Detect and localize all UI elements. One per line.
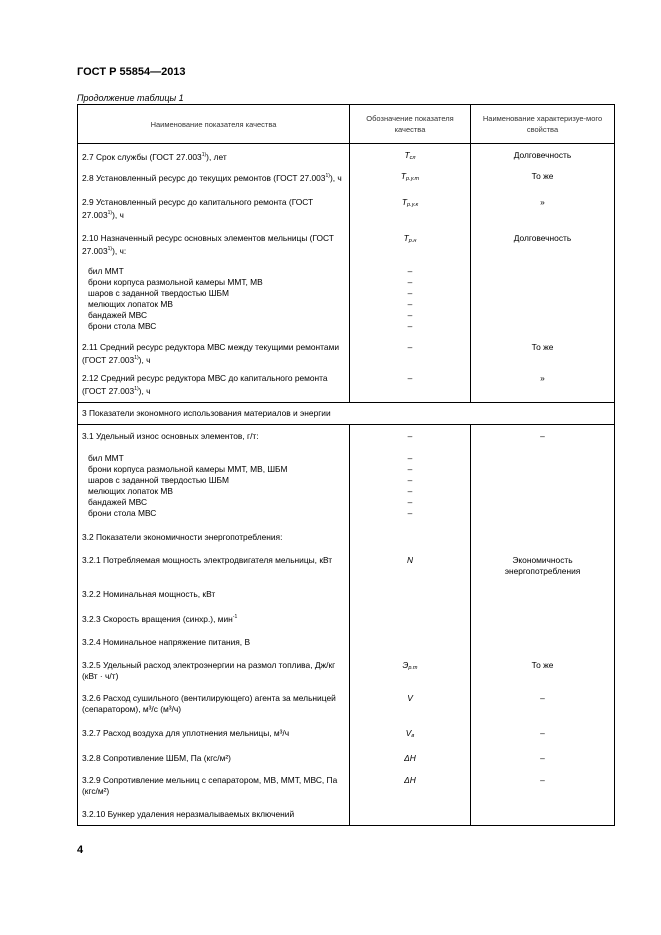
list-item: брони корпуса размольной камеры ММТ, МВ, ШБМ xyxy=(88,464,288,474)
table-row xyxy=(78,797,615,826)
row-symbol: Vв xyxy=(350,715,471,742)
table-row xyxy=(78,257,615,332)
table-row xyxy=(78,519,615,543)
row-name: 3.1 Удельный износ основных элементов, г/т: xyxy=(78,425,350,443)
row-property: То же xyxy=(471,648,615,682)
row-property xyxy=(471,257,615,332)
row-sublist xyxy=(78,442,350,519)
row-name: 2.10 Назначенный ресурс основных элементов мельницы (ГОСТ 27.003$^{1)}$), ч: xyxy=(78,221,350,257)
row-symbol: – – – – – – xyxy=(350,442,471,519)
list-item: мелющих лопаток МВ xyxy=(88,486,173,496)
row-sublist xyxy=(78,257,350,332)
row-name: 3.2.5 Удельный расход электроэнергии на размол топлива, Дж/кг (кВт · ч/т) xyxy=(78,648,350,682)
list-item: бил ММТ xyxy=(88,266,124,276)
table-row xyxy=(78,715,615,742)
row-symbol: N xyxy=(350,543,471,577)
row-property: » xyxy=(471,185,615,221)
row-property: То же xyxy=(471,332,615,366)
row-name: 2.7 Срок службы (ГОСТ 27.003$^{1)}$), лет xyxy=(78,144,350,165)
table-row xyxy=(78,442,615,519)
row-name: 3.2.4 Номинальное напряжение питания, В xyxy=(78,625,350,648)
table-row xyxy=(78,221,615,257)
table-row xyxy=(78,742,615,764)
row-name: 3.2.8 Сопротивление ШБМ, Па (кгс/м²) xyxy=(78,742,350,764)
list-item: мелющих лопаток МВ xyxy=(88,299,173,309)
table-row xyxy=(78,185,615,221)
row-name: 3.2.1 Потребляемая мощность электродвигателя мельницы, кВт xyxy=(78,543,350,577)
row-name: 3.2.10 Бункер удаления неразмалываемых включений xyxy=(78,797,350,826)
row-name: 3.2.3 Скорость вращения (синхр.), мин$^{-1}$ xyxy=(78,600,350,625)
table-row xyxy=(78,600,615,625)
quality-indicators-table xyxy=(77,104,615,826)
row-property: Долговечность xyxy=(471,144,615,165)
list-item: шаров с заданной твердостью ШБМ xyxy=(88,288,229,298)
table-row xyxy=(78,682,615,715)
section-row xyxy=(78,403,615,425)
table-row xyxy=(78,164,615,185)
row-property: – xyxy=(471,742,615,764)
list-item: брони корпуса размольной камеры ММТ, МВ xyxy=(88,277,263,287)
row-name: 3.2.9 Сопротивление мельниц с сепаратором, МВ, ММТ, МВС, Па (кгс/м²) xyxy=(78,764,350,797)
table-row xyxy=(78,648,615,682)
row-property: – xyxy=(471,715,615,742)
table-continuation-caption: Продолжение таблицы 1 xyxy=(77,93,184,103)
row-symbol: – xyxy=(350,332,471,366)
table-row xyxy=(78,332,615,366)
table-row xyxy=(78,625,615,648)
row-property: » xyxy=(471,366,615,403)
row-name: 3.2.2 Номинальная мощность, кВт xyxy=(78,577,350,600)
list-item: бандажей МВС xyxy=(88,497,148,507)
row-symbol: V xyxy=(350,682,471,715)
row-property: – xyxy=(471,682,615,715)
column-header-name: Наименование показателя качества xyxy=(78,105,350,144)
row-name: 3.2.6 Расход сушильного (вентилирующего) агента за мельницей (сепаратором), м³/с (м³/ч) xyxy=(78,682,350,715)
row-symbol: – xyxy=(350,366,471,403)
row-property: Долговечность xyxy=(471,221,615,257)
list-item: бил ММТ xyxy=(88,453,124,463)
row-name: 2.11 Средний ресурс редуктора МВС между текущими ремонтами (ГОСТ 27.003$^{1)}$), ч xyxy=(78,332,350,366)
row-symbol: Tр.н xyxy=(350,221,471,257)
table-row xyxy=(78,425,615,443)
list-item: шаров с заданной твердостью ШБМ xyxy=(88,475,229,485)
row-name: 2.8 Установленный ресурс до текущих ремонтов (ГОСТ 27.003$^{1)}$), ч xyxy=(78,164,350,185)
row-property: То же xyxy=(471,164,615,185)
row-name: 2.9 Установленный ресурс до капитального ремонта (ГОСТ 27.003$^{1)}$), ч xyxy=(78,185,350,221)
column-header-property: Наименование характеризуе-мого свойства xyxy=(471,105,615,144)
row-property: – xyxy=(471,425,615,443)
table-header-row xyxy=(78,105,615,144)
row-property: – xyxy=(471,764,615,797)
row-symbol: Эр.т xyxy=(350,648,471,682)
row-symbol: ΔH xyxy=(350,764,471,797)
column-header-symbol: Обозначение показателя качества xyxy=(350,105,471,144)
table-row xyxy=(78,764,615,797)
row-symbol: ΔH xyxy=(350,742,471,764)
table-row xyxy=(78,577,615,600)
page-number: 4 xyxy=(77,844,84,856)
list-item: брони стола МВС xyxy=(88,321,157,331)
table-row xyxy=(78,366,615,403)
list-item: брони стола МВС xyxy=(88,508,157,518)
row-symbol: – xyxy=(350,425,471,443)
list-item: бандажей МВС xyxy=(88,310,148,320)
document-id: ГОСТ Р 55854—2013 xyxy=(77,66,186,78)
section-title: 3 Показатели экономного использования материалов и энергии xyxy=(78,403,615,425)
row-name: 3.2.7 Расход воздуха для уплотнения мельницы, м³/ч xyxy=(78,715,350,742)
row-property xyxy=(471,442,615,519)
row-symbol: Tр.у.к xyxy=(350,185,471,221)
row-symbol: Tр.у.т xyxy=(350,164,471,185)
row-name: 2.12 Средний ресурс редуктора МВС до капитального ремонта (ГОСТ 27.003$^{1)}$), ч xyxy=(78,366,350,403)
table-row xyxy=(78,543,615,577)
row-symbol: – – – – – – xyxy=(350,257,471,332)
table-row xyxy=(78,144,615,165)
row-name: 3.2 Показатели экономичности энергопотребления: xyxy=(78,519,350,543)
row-symbol: Tсл xyxy=(350,144,471,165)
row-property: Экономичность энергопотребления xyxy=(471,543,615,577)
